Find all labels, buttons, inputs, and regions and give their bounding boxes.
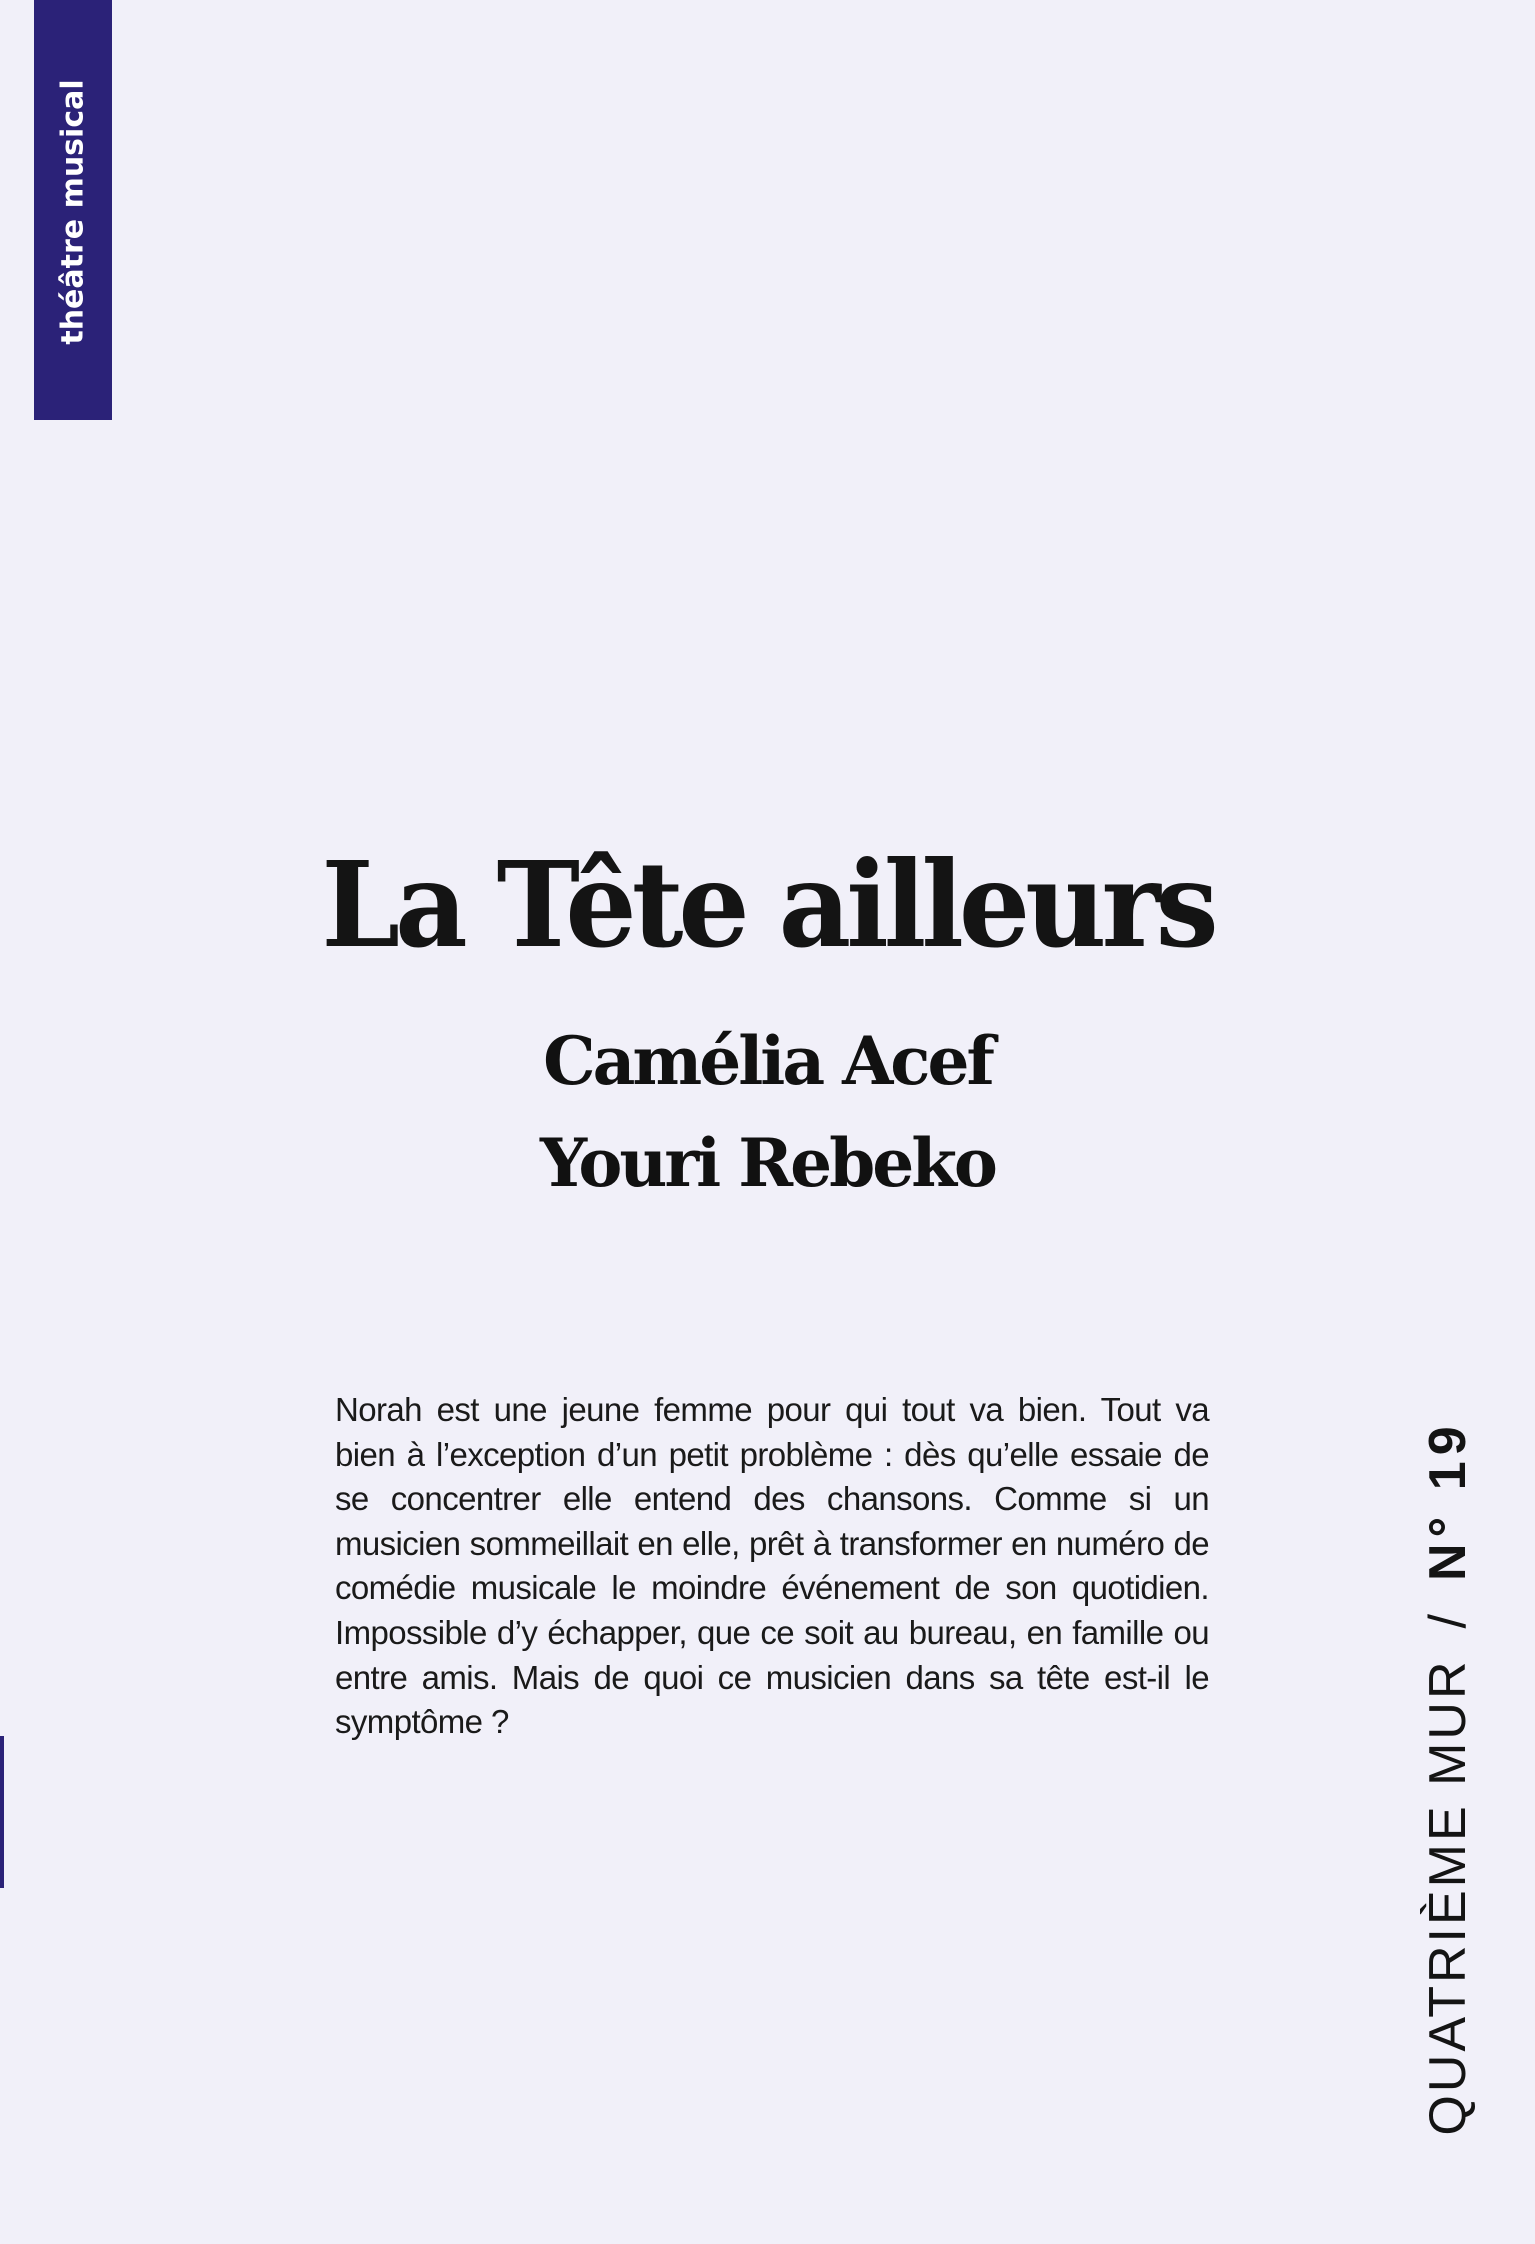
book-title: La Tête ailleurs [321,836,1214,975]
book-blurb: Norah est une jeune femme pour qui tout va bien. Tout va bien à l’exception d’un petit problème : dès qu’elle essaie de se concentrer elle entend des chansons. Comme si un musicien sommeillait en elle, prêt à transformer en numéro de comédie musicale le moindre événement de son quotidien. Impossible d’y échapper, que ce soit au bureau, en famille ou entre amis. Mais de quoi ce musicien dans sa tête est-il le symptôme ? [335,1391,1209,1741]
series-name: QUATRIÈME MUR [1419,1658,1477,2136]
series-separator: / [1419,1611,1477,1629]
author-1: Camélia Acef [543,1022,992,1100]
accent-edge-line [0,1736,4,1888]
series-label [1418,1420,1478,2135]
author-2: Youri Rebeko [540,1124,995,1202]
genre-tab [34,0,112,420]
series-number: N° 19 [1419,1420,1477,1582]
genre-label: théâtre musical [55,79,91,345]
